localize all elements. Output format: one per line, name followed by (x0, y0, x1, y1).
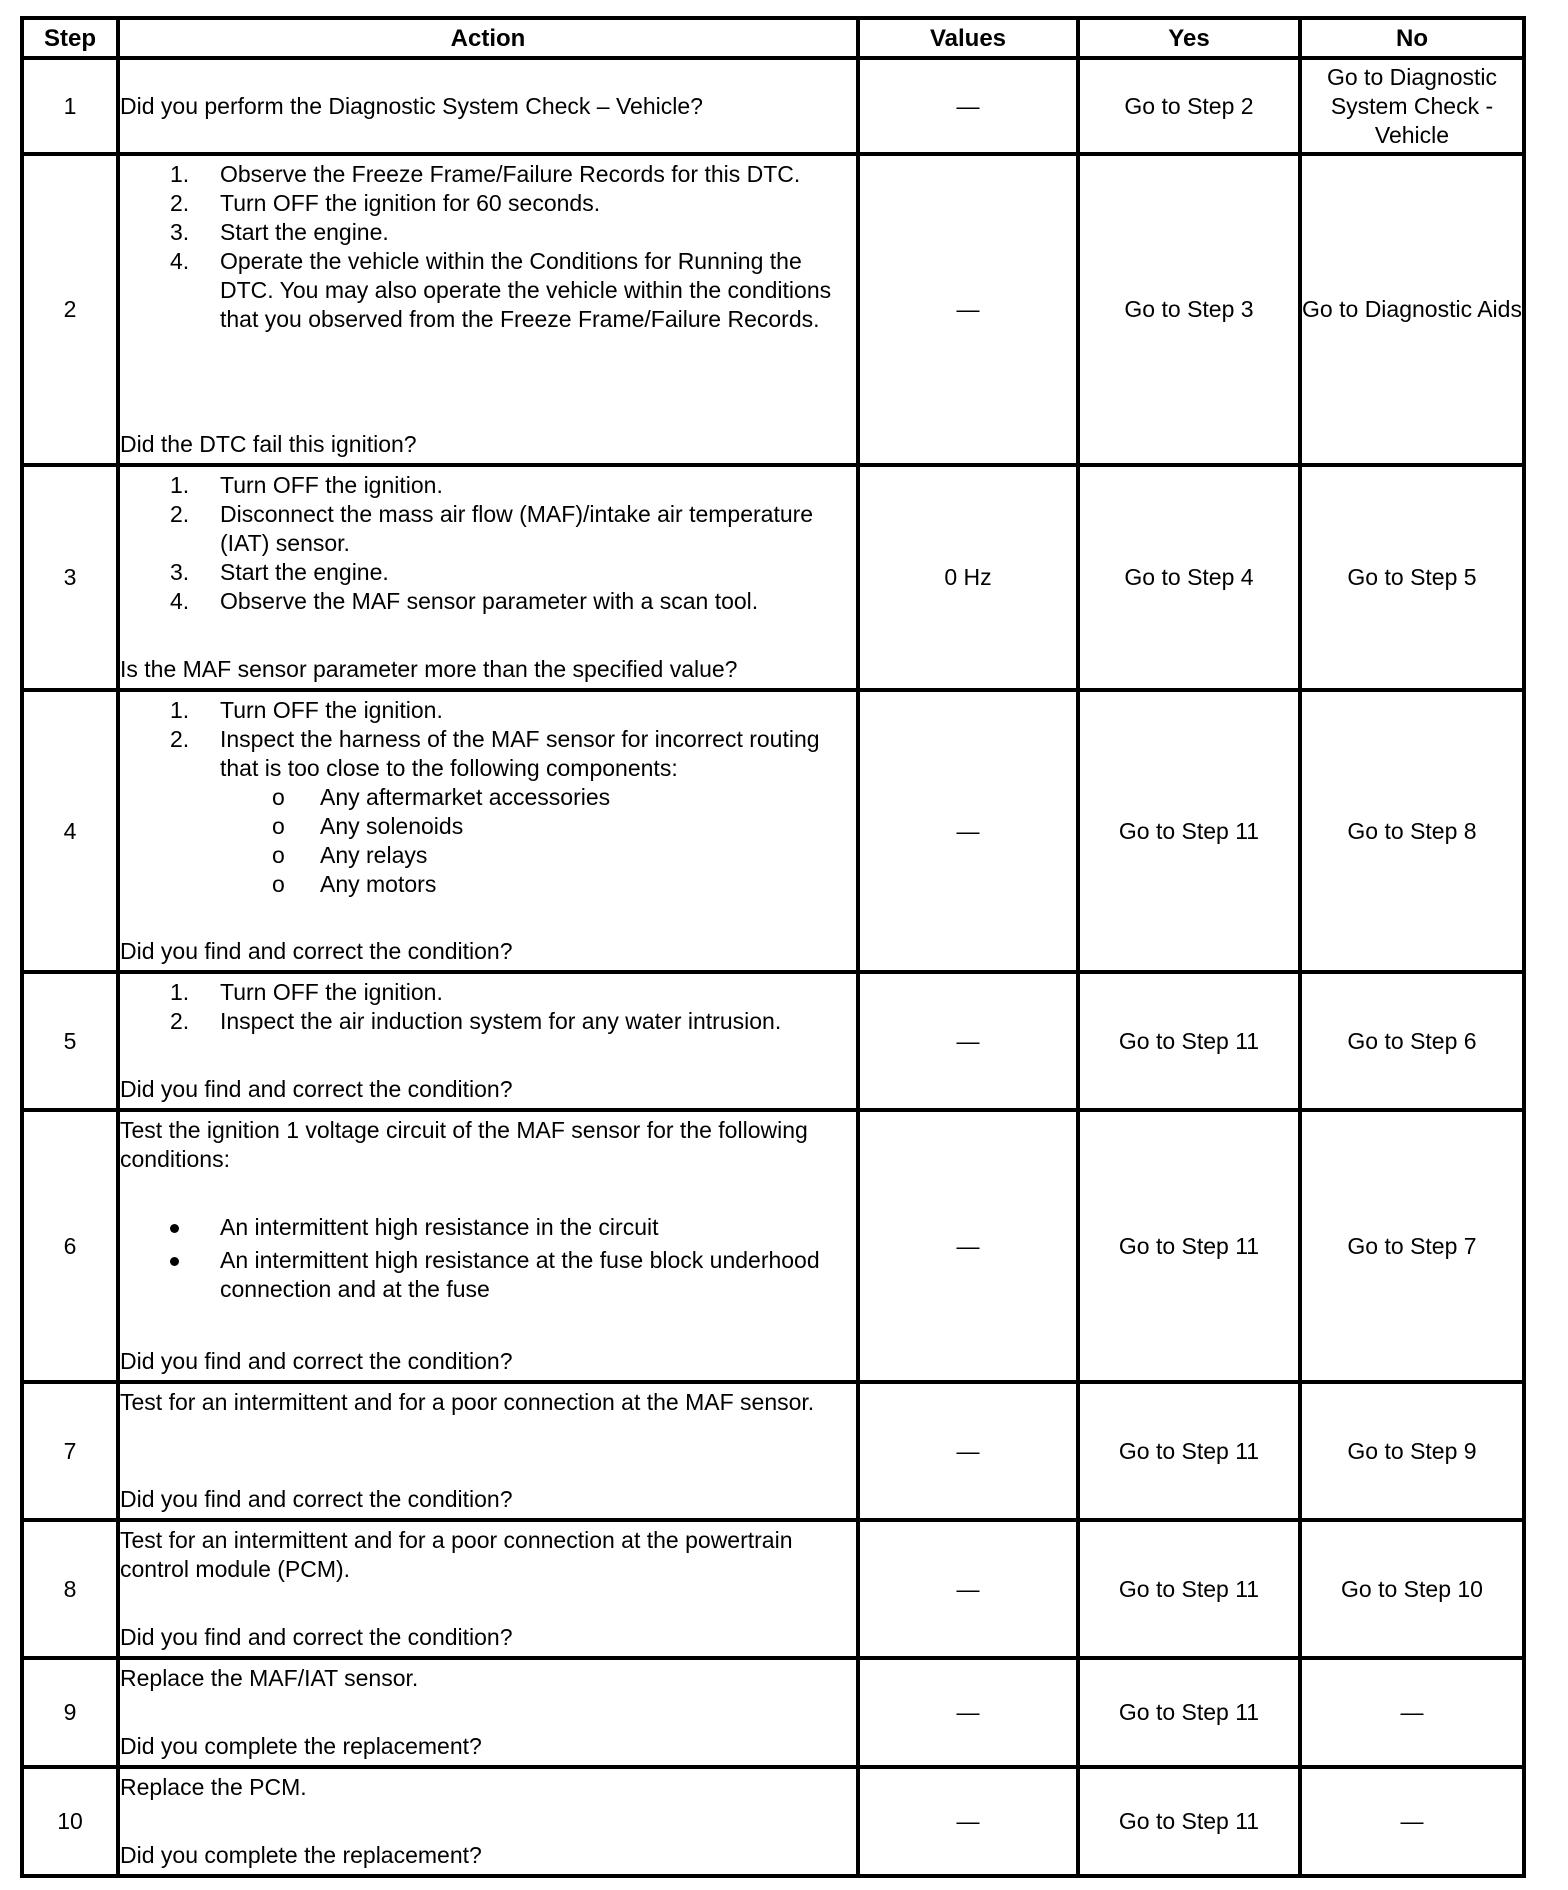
no-link[interactable]: Go to Step 5 (1300, 465, 1524, 690)
header-no: No (1300, 18, 1524, 58)
table-row (22, 58, 1524, 154)
question-text: Did you find and correct the condition? (120, 938, 513, 964)
no-link[interactable]: Go to Step 7 (1300, 1110, 1524, 1382)
header-yes: Yes (1078, 18, 1300, 58)
yes-link[interactable]: Go to Step 11 (1078, 1110, 1300, 1382)
list-item: 1. Observe the Freeze Frame/Failure Records for this DTC. (170, 161, 801, 187)
list-item: 1. Turn OFF the ignition. (170, 979, 443, 1005)
table-row (22, 1382, 1524, 1520)
numbered-list (120, 160, 856, 334)
step-number: 5 (22, 972, 118, 1110)
table-row (22, 972, 1524, 1110)
value-cell: — (858, 1520, 1078, 1658)
step-number: 6 (22, 1110, 118, 1382)
table-row (22, 690, 1524, 972)
value-cell: — (858, 690, 1078, 972)
value-cell: — (858, 972, 1078, 1110)
list-item: 2. Inspect the air induction system for any water intrusion. (170, 1008, 782, 1034)
action-cell (118, 1767, 858, 1876)
sub-list-item: o Any motors (272, 871, 437, 897)
action-cell (118, 972, 858, 1110)
numbered-list (120, 696, 856, 783)
no-link[interactable]: Go to Step 8 (1300, 690, 1524, 972)
value-cell: — (858, 1767, 1078, 1876)
step-number: 4 (22, 690, 118, 972)
bullet-item: An intermittent high resistance in the circuit (120, 1213, 856, 1242)
question-text: Is the MAF sensor parameter more than the specified value? (120, 656, 738, 682)
step-number: 10 (22, 1767, 118, 1876)
numbered-list (120, 978, 856, 1036)
action-text: Did you perform the Diagnostic System Check – Vehicle? (120, 92, 703, 119)
no-link[interactable]: Go to Step 6 (1300, 972, 1524, 1110)
value-cell: — (858, 58, 1078, 154)
yes-link[interactable]: Go to Step 11 (1078, 1658, 1300, 1767)
list-item: 1. Turn OFF the ignition. (170, 697, 443, 723)
question-text: Did you find and correct the condition? (120, 1486, 513, 1512)
table-row (22, 1520, 1524, 1658)
value-cell: — (858, 154, 1078, 465)
action-cell (118, 1658, 858, 1767)
header-step: Step (22, 18, 118, 58)
sub-list-item: o Any solenoids (272, 813, 464, 839)
list-item: 3. Start the engine. (170, 559, 389, 585)
sub-list-item: o Any relays (272, 842, 428, 868)
action-cell (118, 690, 858, 972)
table-row (22, 465, 1524, 690)
no-link[interactable]: Go to Diagnostic Aids (1300, 154, 1524, 465)
list-item: 4. Observe the MAF sensor parameter with a scan tool. (170, 588, 759, 614)
value-cell: — (858, 1110, 1078, 1382)
action-cell (118, 58, 858, 154)
action-text: Replace the MAF/IAT sensor. (120, 1665, 419, 1691)
list-item: 2. Turn OFF the ignition for 60 seconds. (170, 190, 601, 216)
table-row (22, 154, 1524, 465)
step-number: 8 (22, 1520, 118, 1658)
header-row (22, 18, 1524, 58)
diagnostic-table (20, 16, 1526, 1878)
yes-link[interactable]: Go to Step 11 (1078, 1520, 1300, 1658)
no-link[interactable]: Go to Step 10 (1300, 1520, 1524, 1658)
action-text: Replace the PCM. (120, 1774, 307, 1800)
action-cell (118, 1520, 858, 1658)
action-cell (118, 154, 858, 465)
step-number: 9 (22, 1658, 118, 1767)
value-cell: — (858, 1382, 1078, 1520)
list-item: 2. Inspect the harness of the MAF sensor for incorrect routing that is too close to the following components: (170, 726, 820, 781)
no-link[interactable]: Go to Diagnostic System Check - Vehicle (1300, 58, 1524, 154)
yes-link[interactable]: Go to Step 4 (1078, 465, 1300, 690)
no-link: — (1300, 1767, 1524, 1876)
action-text: Test the ignition 1 voltage circuit of the MAF sensor for the following conditions: (120, 1117, 808, 1172)
table-row (22, 1767, 1524, 1876)
step-number: 1 (22, 58, 118, 154)
question-text: Did you complete the replacement? (120, 1733, 482, 1759)
question-text: Did you find and correct the condition? (120, 1348, 513, 1374)
list-item: 2. Disconnect the mass air flow (MAF)/intake air temperature (IAT) sensor. (170, 501, 814, 556)
step-number: 7 (22, 1382, 118, 1520)
yes-link[interactable]: Go to Step 3 (1078, 154, 1300, 465)
no-link: — (1300, 1658, 1524, 1767)
step-number: 3 (22, 465, 118, 690)
list-item: 3. Start the engine. (170, 219, 389, 245)
sub-list (120, 783, 856, 899)
list-item: 4. Operate the vehicle within the Conditions for Running the DTC. You may also operate the vehicle within the conditions that you observed from the Freeze Frame/Failure Records. (170, 248, 832, 332)
question-text: Did you complete the replacement? (120, 1842, 482, 1868)
question-text: Did the DTC fail this ignition? (120, 431, 417, 457)
sub-list-item: o Any aftermarket accessories (272, 784, 611, 810)
value-cell: 0 Hz (858, 465, 1078, 690)
header-action: Action (118, 18, 858, 58)
yes-link[interactable]: Go to Step 11 (1078, 1767, 1300, 1876)
yes-link[interactable]: Go to Step 11 (1078, 972, 1300, 1110)
table-row (22, 1658, 1524, 1767)
no-link[interactable]: Go to Step 9 (1300, 1382, 1524, 1520)
value-cell: — (858, 1658, 1078, 1767)
header-values: Values (858, 18, 1078, 58)
question-text: Did you find and correct the condition? (120, 1076, 513, 1102)
list-item: 1. Turn OFF the ignition. (170, 472, 443, 498)
action-text: Test for an intermittent and for a poor connection at the powertrain control module (PCM). (120, 1527, 793, 1582)
bullet-list (120, 1213, 856, 1308)
numbered-list (120, 471, 856, 616)
bullet-item: An intermittent high resistance at the fuse block underhood connection and at the fuse (120, 1246, 856, 1304)
yes-link[interactable]: Go to Step 2 (1078, 58, 1300, 154)
step-number: 2 (22, 154, 118, 465)
action-cell (118, 465, 858, 690)
action-cell (118, 1382, 858, 1520)
action-text: Test for an intermittent and for a poor connection at the MAF sensor. (120, 1389, 815, 1415)
yes-link[interactable]: Go to Step 11 (1078, 690, 1300, 972)
question-text: Did you find and correct the condition? (120, 1624, 513, 1650)
yes-link[interactable]: Go to Step 11 (1078, 1382, 1300, 1520)
table-row (22, 1110, 1524, 1382)
action-cell (118, 1110, 858, 1382)
